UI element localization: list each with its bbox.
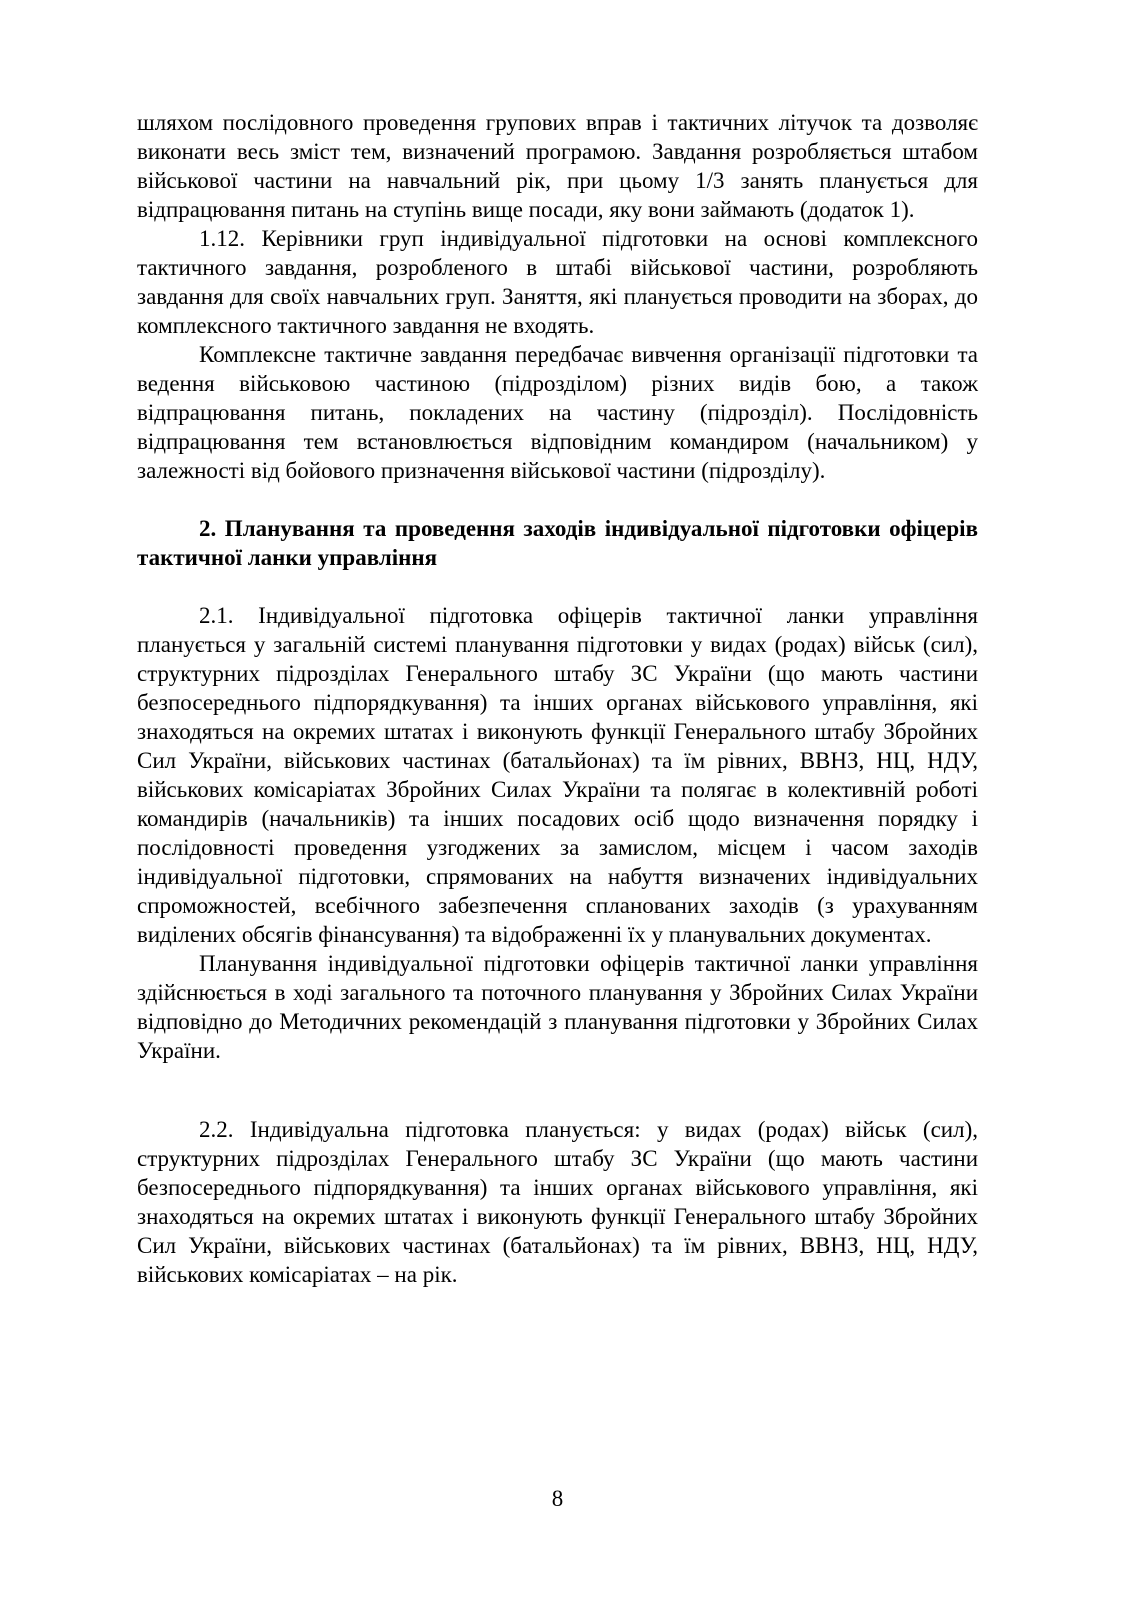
paragraph-planning: Планування індивідуальної підготовки офіцерів тактичної ланки управління здійснюється в ході загального та поточного планування у Збройних Силах України відповідно до Методичних рекомендацій з планування підготовки у Збройних Силах України. [137,951,978,1063]
section-heading: 2. Планування та проведення заходів індивідуальної підготовки офіцерів тактичної ланки управління [137,516,978,570]
paragraph-1-12: 1.12. Керівники груп індивідуальної підготовки на основі комплексного тактичного завдання, розробленого в штабі військової частини, розробляють завдання для своїх навчальних груп. Заняття, які планується проводити на зборах, до комплексного тактичного завдання не входять. [137,226,978,338]
page-number: 8 [551,1486,564,1511]
paragraph-complex-tactical-task: Комплексне тактичне завдання передбачає вивчення організації підготовки та ведення військовою частиною (підрозділом) різних видів бою, а також відпрацювання питань, покладених на частину (підрозділ). Послідовність відпрацювання тем встановлюється відповідним командиром (начальником) у залежності від бойового призначення військової частини (підрозділу). [137,342,978,483]
paragraph-2-2: 2.2. Індивідуальна підготовка планується: у видах (родах) військ (сил), структурних підрозділах Генерального штабу ЗС України (що мають частини безпосереднього підпорядкування) та інших органах військового управління, які знаходяться на окремих штатах і виконують функції Генерального штабу Збройних Сил України, військових частинах (батальйонах) та їм рівних, ВВНЗ, НЦ, НДУ, військових комісаріатах – на рік. [137,1117,978,1287]
paragraph-continuation: шляхом послідовного проведення групових вправ і тактичних літучок та дозволяє виконати весь зміст тем, визначений програмою. Завдання розробляється штабом військової частини на навчальний рік, при цьому 1/3 занять планується для відпрацювання питань на ступінь вище посади, яку вони займають (додаток 1). [137,110,978,222]
paragraph-2-1: 2.1. Індивідуальної підготовка офіцерів тактичної ланки управління планується у загальній системі планування підготовки у видах (родах) військ (сил), структурних підрозділах Генерального штабу ЗС України (що мають частини безпосереднього підпорядкування) та інших органах військового управління, які знаходяться на окремих штатах і виконують функції Генерального штабу Збройних Сил України, військових частинах (батальйонах) та їм рівних, ВВНЗ, НЦ, НДУ, військових комісаріатах Збройних Силах України та полягає в колективній роботі командирів (начальників) та інших посадових осіб щодо визначення порядку і послідовності проведення узгоджених за замислом, місцем і часом заходів індивідуальної підготовки, спрямованих на набуття визначених індивідуальних спроможностей, всебічного забезпечення спланованих заходів (з урахуванням виділених обсягів фінансування) та відображенні їх у планувальних документах. [137,603,978,947]
